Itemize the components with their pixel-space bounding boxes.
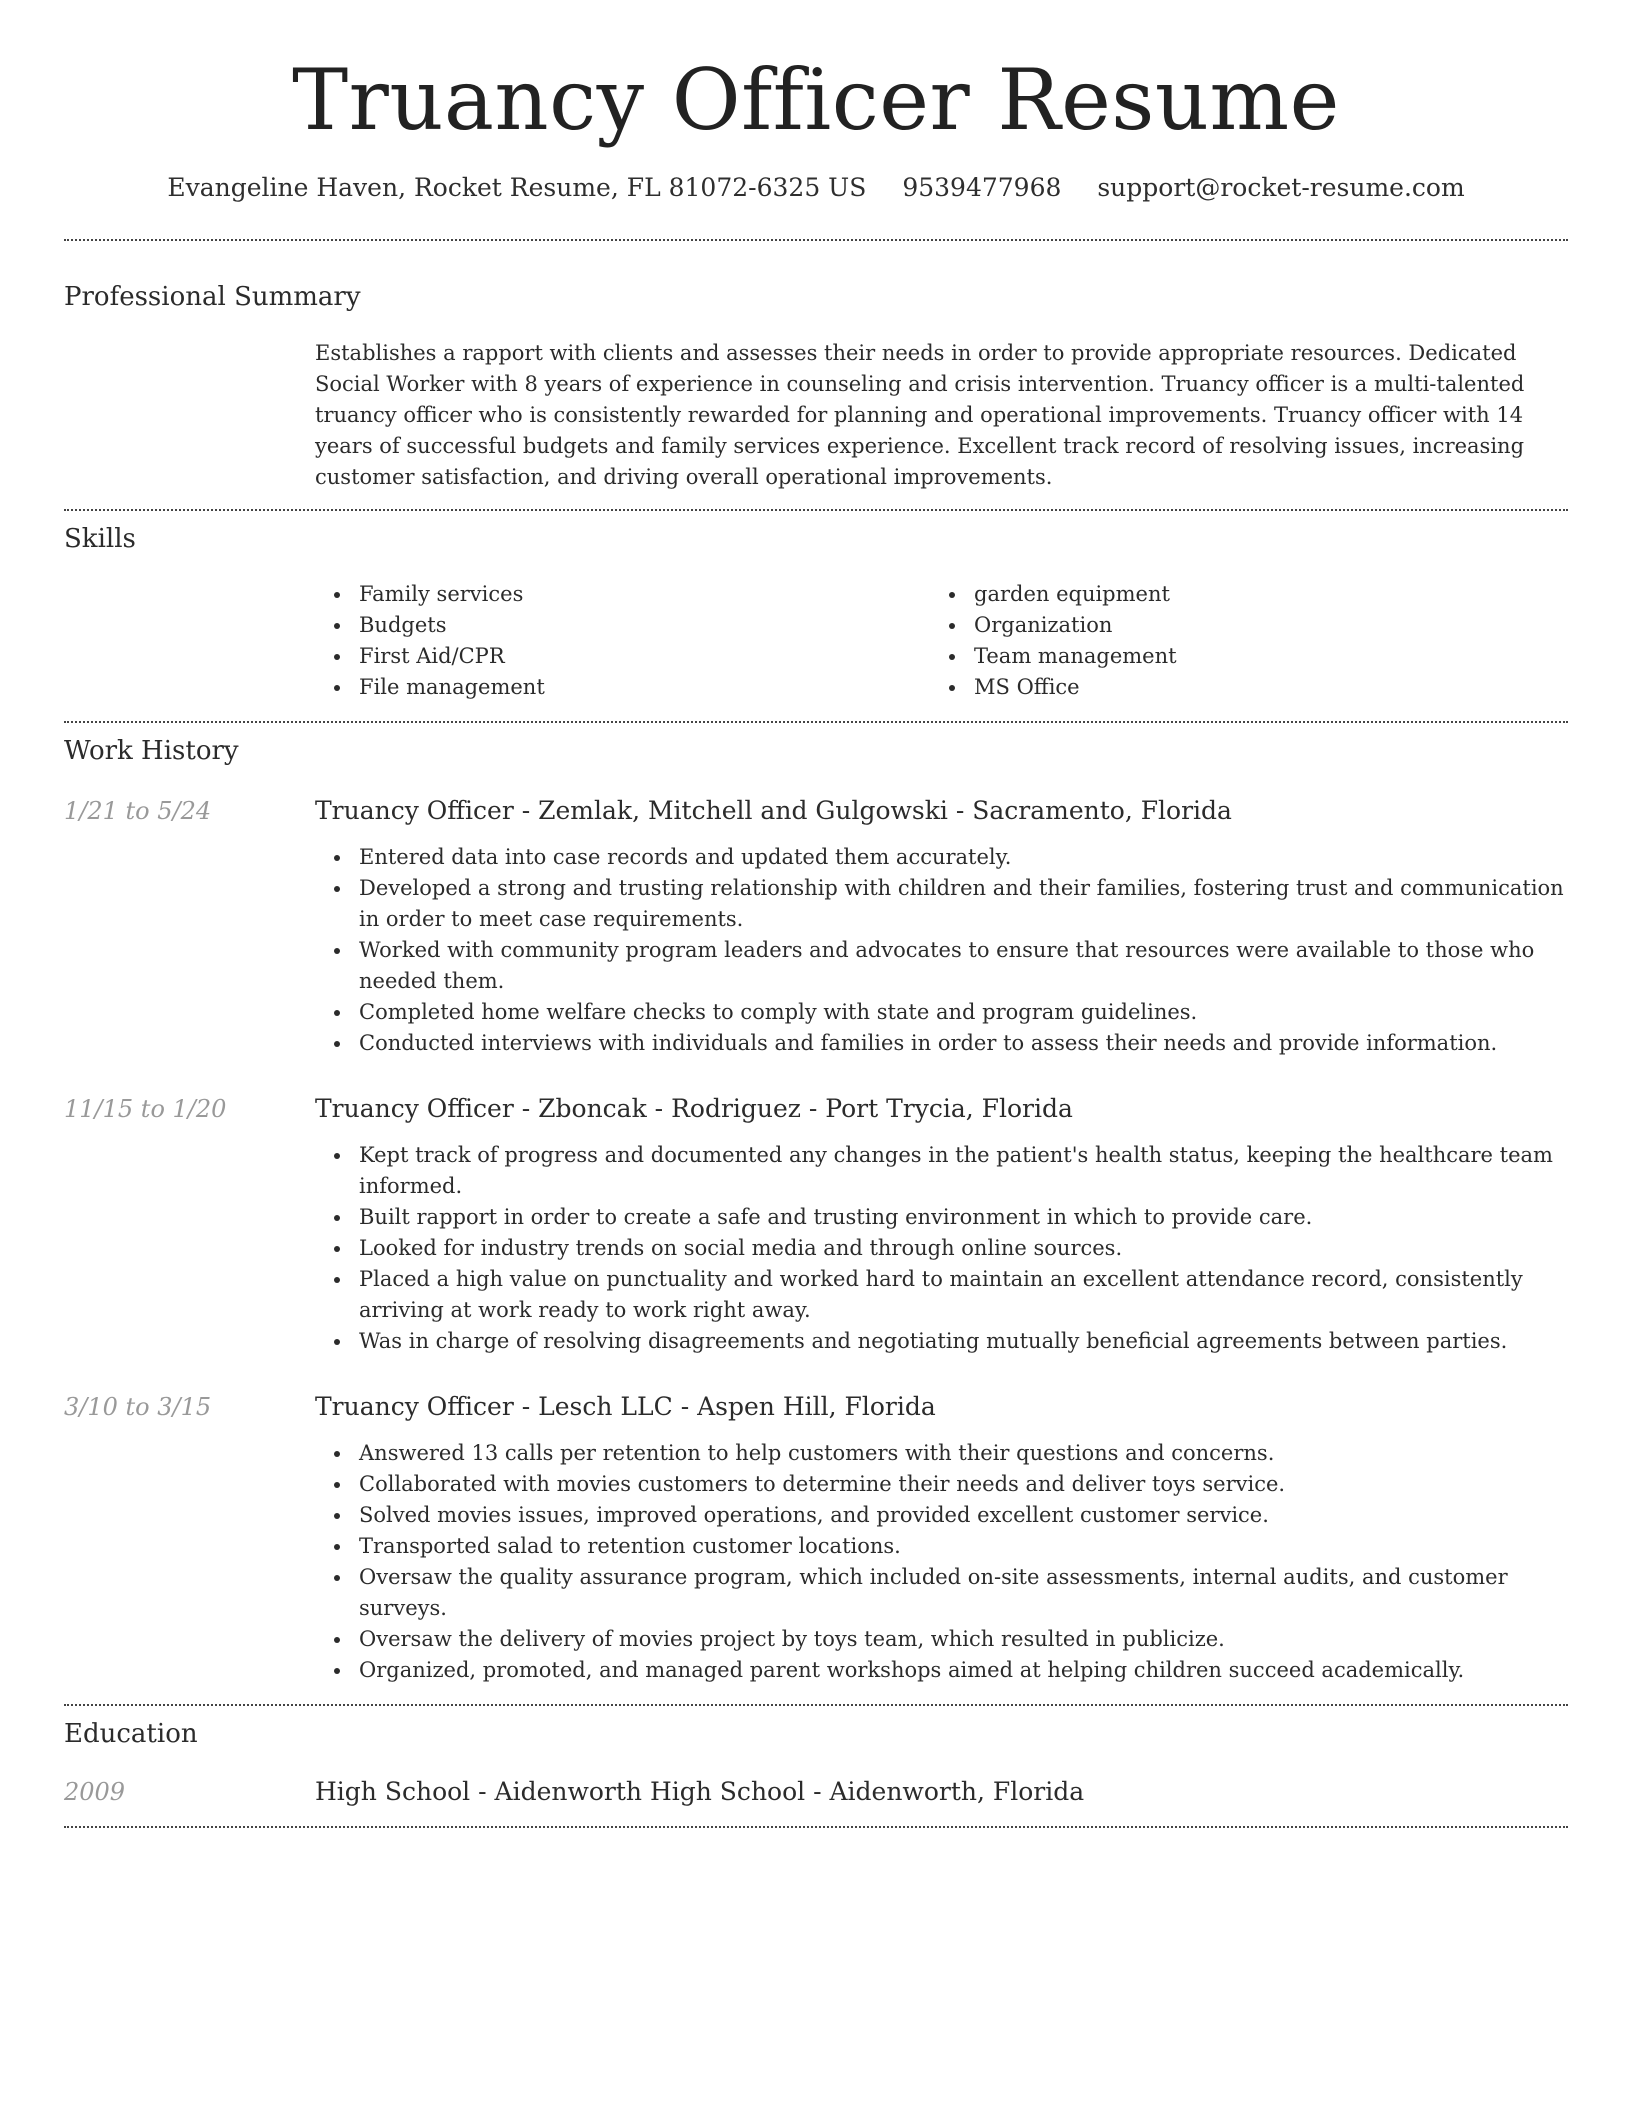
job-bullet: Conducted interviews with individuals and families in order to assess their needs and provide information. <box>359 1028 1568 1059</box>
skills-list <box>315 579 1568 703</box>
job-bullet: Worked with community program leaders and advocates to ensure that resources were available to those who needed them. <box>359 935 1568 997</box>
skills-heading: Skills <box>64 524 136 554</box>
job-bullet: Completed home welfare checks to comply with state and program guidelines. <box>359 997 1568 1028</box>
skill-item: MS Office <box>974 672 1545 703</box>
job-dates: 11/15 to 1/20 <box>64 1095 227 1123</box>
job-bullet: Solved movies issues, improved operations, and provided excellent customer service. <box>359 1500 1568 1531</box>
job-bullet: Organized, promoted, and managed parent workshops aimed at helping children succeed academically. <box>359 1655 1568 1686</box>
education-entry <box>64 1776 1568 1808</box>
page-title: Truancy Officer Resume <box>292 51 1340 149</box>
skills-column-left <box>315 579 930 703</box>
divider <box>64 1826 1568 1828</box>
work-history-heading: Work History <box>64 736 239 766</box>
skill-item: garden equipment <box>974 579 1545 610</box>
skills-section <box>64 511 1568 703</box>
job-heading: Truancy Officer - Zboncak - Rodriguez - Port Trycia, Florida <box>315 1094 1073 1123</box>
skill-item: Team management <box>974 641 1545 672</box>
job-bullet: Placed a high value on punctuality and worked hard to maintain an excellent attendance record, consistently arriving at work ready to work right away. <box>359 1264 1568 1326</box>
job-bullet: Built rapport in order to create a safe and trusting environment in which to provide care. <box>359 1202 1568 1233</box>
job-dates: 1/21 to 5/24 <box>64 797 212 825</box>
skill-item: Organization <box>974 610 1545 641</box>
contact-line <box>64 172 1568 204</box>
job-bullet: Was in charge of resolving disagreements and negotiating mutually beneficial agreements between parties. <box>359 1326 1568 1357</box>
education-section <box>64 1706 1568 1808</box>
job-bullet: Oversaw the quality assurance program, which included on-site assessments, internal audits, and customer surveys. <box>359 1562 1568 1624</box>
job-bullet: Developed a strong and trusting relationship with children and their families, fostering trust and communication in order to meet case requirements. <box>359 873 1568 935</box>
work-history-section <box>64 723 1568 1686</box>
job-heading: Truancy Officer - Lesch LLC - Aspen Hill, Florida <box>315 1392 936 1421</box>
summary-text: Establishes a rapport with clients and assesses their needs in order to provide appropriate resources. Dedicated Social Worker with 8 years of experience in counseling and crisis intervention. Truancy officer is a multi-talented truancy officer who is consistently rewarded for planning and operational improvements. Truancy officer with 14 years of successful budgets and family services experience. Excellent track record of resolving issues, increasing customer satisfaction, and driving overall operational improvements. <box>315 341 1525 489</box>
skill-item: Family services <box>359 579 930 610</box>
job-bullet: Transported salad to retention customer locations. <box>359 1531 1568 1562</box>
summary-section <box>64 241 1568 493</box>
resume-page <box>64 0 1568 1828</box>
job-bullet: Entered data into case records and updated them accurately. <box>359 842 1568 873</box>
skill-item: Budgets <box>359 610 930 641</box>
job-bullet: Answered 13 calls per retention to help customers with their questions and concerns. <box>359 1438 1568 1469</box>
job-entry <box>64 795 1568 1059</box>
summary-heading: Professional Summary <box>64 282 361 312</box>
job-bullet: Oversaw the delivery of movies project by toys team, which resulted in publicize. <box>359 1624 1568 1655</box>
education-heading: Education <box>64 1719 198 1749</box>
job-dates: 3/10 to 3/15 <box>64 1393 212 1421</box>
skill-item: File management <box>359 672 930 703</box>
contact-phone: 9539477968 <box>902 173 1062 202</box>
education-heading-line: High School - Aidenworth High School - Aidenworth, Florida <box>315 1777 1085 1806</box>
job-entry <box>64 1093 1568 1357</box>
job-entry <box>64 1391 1568 1686</box>
education-year: 2009 <box>64 1778 126 1806</box>
contact-address: Evangeline Haven, Rocket Resume, FL 81072-6325 US <box>167 173 867 202</box>
job-bullet: Collaborated with movies customers to determine their needs and deliver toys service. <box>359 1469 1568 1500</box>
contact-email: support@rocket-resume.com <box>1097 173 1465 202</box>
job-bullet: Kept track of progress and documented any changes in the patient's health status, keeping the healthcare team informed. <box>359 1140 1568 1202</box>
job-heading: Truancy Officer - Zemlak, Mitchell and Gulgowski - Sacramento, Florida <box>315 796 1232 825</box>
skill-item: First Aid/CPR <box>359 641 930 672</box>
skills-column-right <box>930 579 1545 703</box>
job-bullet: Looked for industry trends on social media and through online sources. <box>359 1233 1568 1264</box>
